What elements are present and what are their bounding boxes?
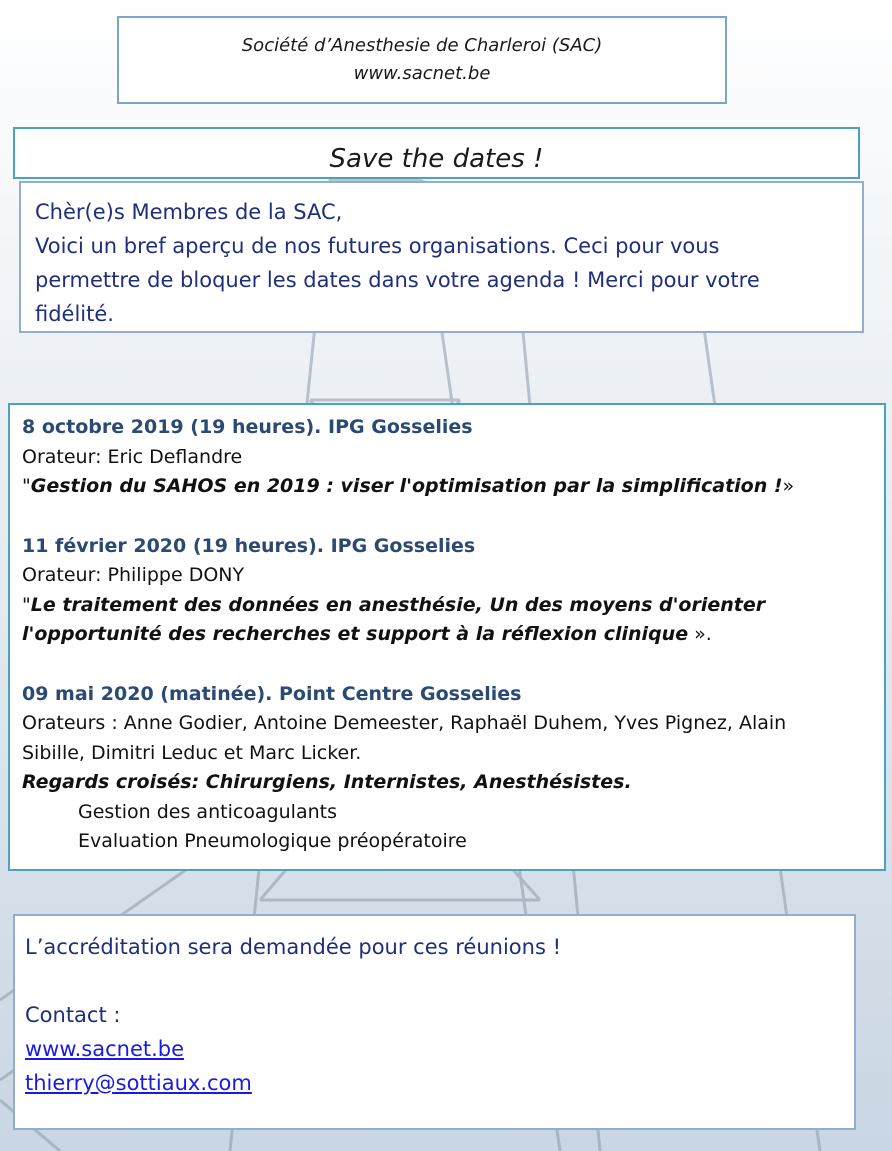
event-talk bbox=[22, 620, 872, 650]
intro-greeting: Chèr(e)s Membres de la SAC, bbox=[35, 200, 343, 224]
accreditation-note: L’accréditation sera demandée pour ces réunions ! bbox=[25, 935, 561, 959]
events-box bbox=[8, 403, 886, 871]
website-link[interactable]: www.sacnet.be bbox=[25, 1037, 185, 1061]
org-name: Société d’Anesthesie de Charleroi (SAC) bbox=[241, 35, 603, 56]
intro-box bbox=[19, 181, 864, 333]
event-talk bbox=[22, 591, 872, 621]
event-title: 8 octobre 2019 (19 heures). IPG Gosselies bbox=[22, 416, 473, 438]
event-speaker: Orateur: Eric Deflandre bbox=[22, 445, 243, 468]
event-speakers: Sibille, Dimitri Leduc et Marc Licker. bbox=[22, 741, 362, 764]
contact-label: Contact : bbox=[25, 1003, 121, 1027]
event-theme: Regards croisés: Chirurgiens, Internistes, Anesthésistes. bbox=[22, 771, 632, 793]
event-talk bbox=[22, 472, 872, 502]
event-title: 09 mai 2020 (matinée). Point Centre Gosselies bbox=[22, 682, 522, 705]
intro-line: Voici un bref aperçu de nos futures organisations. Ceci pour vous bbox=[35, 234, 720, 258]
header-box bbox=[117, 16, 727, 104]
intro-line: fidélité. bbox=[35, 302, 114, 326]
quote-close: » bbox=[782, 475, 795, 497]
event-speaker: Orateur: Philippe DONY bbox=[22, 564, 245, 586]
event-title: 11 février 2020 (19 heures). IPG Gosselies bbox=[22, 534, 476, 557]
event-speakers: Orateurs : Anne Godier, Antoine Demeester, Raphaël Duhem, Yves Pignez, Alain bbox=[22, 712, 787, 734]
quote-close: ». bbox=[688, 623, 712, 645]
talk-title: l'opportunité des recherches et support à la réflexion clinique bbox=[22, 623, 689, 645]
header-website: www.sacnet.be bbox=[353, 63, 491, 84]
email-link[interactable]: thierry@sottiaux.com bbox=[25, 1071, 252, 1095]
page-title: Save the dates ! bbox=[13, 127, 860, 179]
quote-open: " bbox=[22, 475, 31, 497]
talk-title: Gestion du SAHOS en 2019 : viser l'optimisation par la simplification ! bbox=[30, 475, 783, 497]
footer-box bbox=[13, 914, 856, 1130]
event-topic: Evaluation Pneumologique préopératoire bbox=[78, 830, 467, 852]
talk-title: Le traitement des données en anesthésie, Un des moyens d'orienter bbox=[30, 593, 766, 616]
quote-open: " bbox=[22, 593, 31, 616]
event-topic: Gestion des anticoagulants bbox=[78, 800, 337, 823]
intro-line: permettre de bloquer les dates dans votre agenda ! Merci pour votre bbox=[35, 268, 760, 292]
